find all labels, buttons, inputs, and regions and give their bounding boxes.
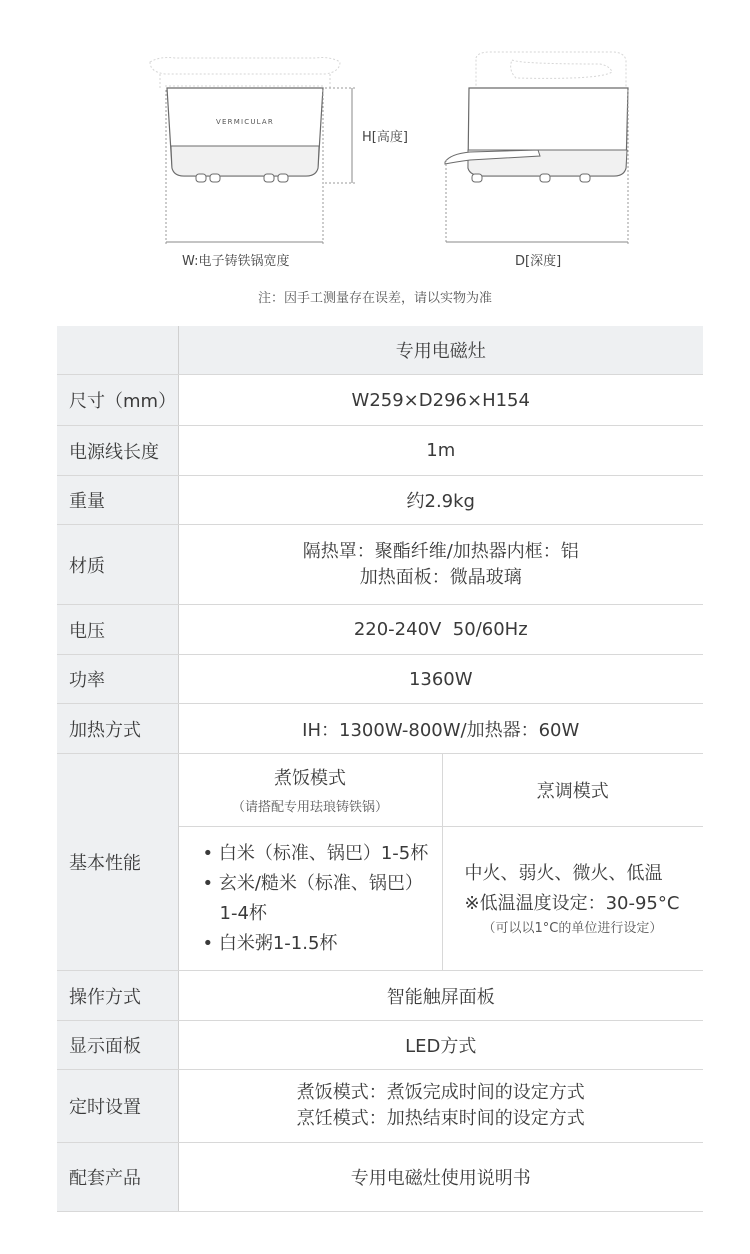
table-row xyxy=(57,1070,703,1143)
row-label: 基本性能 xyxy=(57,754,178,971)
depth-label: D[深度] xyxy=(515,254,562,269)
row-label: 配套产品 xyxy=(57,1143,178,1212)
row-value: 智能触屏面板 xyxy=(178,971,703,1021)
row-label: 功率 xyxy=(57,655,178,704)
cook-mode-line-3: （可以以1°C的单位进行设定） xyxy=(482,920,663,936)
table-row xyxy=(57,476,703,525)
row-label: 尺寸（mm） xyxy=(57,375,178,426)
table-row xyxy=(57,525,703,605)
width-label: W:电子铸铁锅宽度 xyxy=(182,254,290,269)
timer-line-2: 烹饪模式：加热结束时间的设定方式 xyxy=(296,1108,585,1129)
row-label: 操作方式 xyxy=(57,971,178,1021)
table-row xyxy=(57,1143,703,1212)
row-label: 材质 xyxy=(57,525,178,605)
material-line-2: 加热面板：微晶玻璃 xyxy=(359,566,522,588)
list-item: • 白米（标准、锅巴）1-5杯 xyxy=(202,842,429,864)
row-value: 220-240V 50/60Hz xyxy=(178,605,703,655)
table-row xyxy=(57,375,703,426)
table-row xyxy=(57,971,703,1021)
row-label: 电源线长度 xyxy=(57,426,178,476)
table-header-row xyxy=(57,326,703,375)
measurement-note: 注：因手工测量存在误差，请以实物为准 xyxy=(257,291,492,306)
timer-line-1: 煮饭模式：煮饭完成时间的设定方式 xyxy=(296,1082,585,1103)
rice-mode-header xyxy=(178,754,442,827)
row-value: 1m xyxy=(178,426,703,476)
list-item: 1-4杯 xyxy=(219,902,267,924)
row-label: 电压 xyxy=(57,605,178,655)
rice-mode-list xyxy=(178,827,442,971)
row-value: LED方式 xyxy=(178,1021,703,1070)
row-value: 1360W xyxy=(178,655,703,704)
row-value: W259×D296×H154 xyxy=(178,375,703,426)
cook-mode-detail xyxy=(442,827,703,971)
dimension-diagram xyxy=(0,0,750,320)
material-line-1: 隔热罩：聚酯纤维/加热器内框：铝 xyxy=(302,540,579,562)
row-label: 定时设置 xyxy=(57,1070,178,1143)
row-value: 约2.9kg xyxy=(178,476,703,525)
header-corner xyxy=(57,326,178,375)
table-row xyxy=(57,655,703,704)
row-value: 专用电磁灶使用说明书 xyxy=(178,1143,703,1212)
row-label: 加热方式 xyxy=(57,704,178,754)
cook-mode-line-2: ※低温温度设定：30-95°C xyxy=(464,892,680,914)
table-row xyxy=(57,605,703,655)
table-row xyxy=(57,754,703,827)
list-item: • 白米粥1-1.5杯 xyxy=(202,932,338,954)
table-header: 专用电磁灶 xyxy=(178,326,703,375)
cook-mode-title: 烹调模式 xyxy=(442,754,703,827)
rice-mode-subtitle: （请搭配专用珐琅铸铁锅） xyxy=(231,799,388,815)
cook-mode-line-1: 中火、弱火、微火、低温 xyxy=(464,862,663,884)
row-label: 重量 xyxy=(57,476,178,525)
height-label: H[高度] xyxy=(362,130,408,145)
table-row xyxy=(57,426,703,476)
list-item: • 玄米/糙米（标准、锅巴） xyxy=(202,872,423,894)
rice-mode-title: 煮饭模式 xyxy=(274,767,346,789)
table-row xyxy=(57,704,703,754)
row-label: 显示面板 xyxy=(57,1021,178,1070)
row-value xyxy=(178,1070,703,1143)
spec-table xyxy=(57,326,703,1212)
table-row xyxy=(57,1021,703,1070)
row-value: IH：1300W-800W/加热器：60W xyxy=(178,704,703,754)
brand-logo: VERMICULAR xyxy=(216,118,274,126)
row-value xyxy=(178,525,703,605)
